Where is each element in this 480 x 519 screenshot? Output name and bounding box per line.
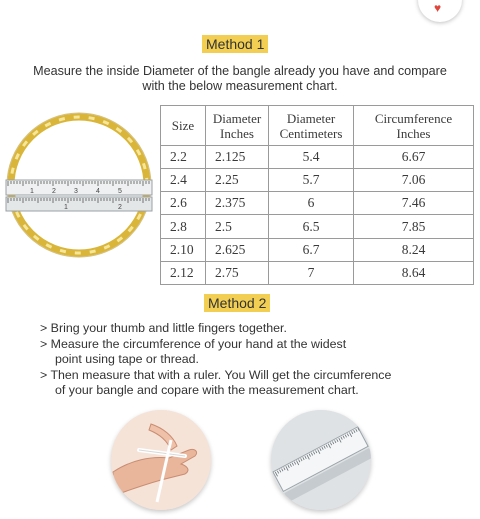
step-line: point using tape or thread. — [55, 352, 199, 366]
chart-row — [161, 192, 474, 215]
cell-circumference-inches: 7.06 — [354, 169, 474, 192]
ruler-icon — [271, 410, 371, 510]
hand-with-tape-icon — [111, 410, 211, 510]
chart-row — [161, 169, 474, 192]
ruler-mark-label: 2 — [52, 188, 56, 195]
chart-row — [161, 146, 474, 169]
intro-text-line-2: with the below measurement chart. — [142, 79, 338, 93]
cell-size: 2.12 — [161, 261, 206, 284]
heart-icon: ♥ — [434, 1, 442, 15]
ruler-upper — [6, 180, 152, 195]
cell-circumference-inches: 6.67 — [354, 146, 474, 169]
cell-diameter-inches: 2.375 — [206, 192, 269, 215]
chart-header-row — [161, 106, 474, 146]
cell-size: 2.6 — [161, 192, 206, 215]
method-2-steps — [40, 321, 391, 399]
step-line: > Bring your thumb and little fingers together. — [40, 321, 287, 335]
wishlist-button[interactable] — [418, 0, 462, 22]
chart-row — [161, 261, 474, 284]
ruler-mark-label: 3 — [74, 188, 78, 195]
step-line: of your bangle and copare with the measurement chart. — [55, 383, 359, 397]
cell-diameter-inches: 2.5 — [206, 215, 269, 238]
header-circumference-line-1: Circumference — [374, 110, 453, 126]
method-2-label: Method 2 — [204, 294, 270, 312]
ruler-mark-label: 1 — [30, 188, 34, 195]
cell-diameter-centimeters: 6.7 — [269, 238, 354, 261]
ruler-photo — [271, 410, 371, 510]
step-line: > Measure the circumference of your hand at the widest — [40, 336, 347, 351]
header-diameter-inches-line-2: Inches — [220, 125, 254, 141]
measurement-chart — [160, 105, 474, 285]
ruler-mark-label: 5 — [118, 188, 122, 195]
cell-diameter-centimeters: 6.5 — [269, 215, 354, 238]
cell-diameter-centimeters: 6 — [269, 192, 354, 215]
cell-circumference-inches: 7.85 — [354, 215, 474, 238]
header-diameter-cm-line-2: Centimeters — [279, 125, 343, 141]
header-size: Size — [161, 106, 206, 146]
intro-text-line-1: Measure the inside Diameter of the bangle already you have and compare — [33, 64, 447, 78]
ruler-mark-label: 4 — [96, 188, 100, 195]
method-1-label: Method 1 — [202, 35, 268, 53]
header-circumference-inches — [354, 106, 474, 146]
cell-diameter-centimeters: 7 — [269, 261, 354, 284]
header-diameter-inches — [206, 106, 269, 146]
cell-diameter-centimeters: 5.4 — [269, 146, 354, 169]
cell-size: 2.8 — [161, 215, 206, 238]
cell-size: 2.10 — [161, 238, 206, 261]
header-diameter-inches-line-1: Diameter — [212, 110, 262, 126]
ruler-lower — [6, 197, 152, 211]
cell-diameter-inches: 2.75 — [206, 261, 269, 284]
header-circumference-line-2: Inches — [396, 125, 431, 141]
cell-circumference-inches: 7.46 — [354, 192, 474, 215]
cell-circumference-inches: 8.64 — [354, 261, 474, 284]
header-diameter-cm-line-1: Diameter — [286, 110, 336, 126]
header-diameter-centimeters — [269, 106, 354, 146]
cell-circumference-inches: 8.24 — [354, 238, 474, 261]
ruler-mark-label: 2 — [118, 204, 122, 211]
cell-size: 2.4 — [161, 169, 206, 192]
bangle-ruler-illustration — [4, 105, 154, 265]
chart-row — [161, 238, 474, 261]
hand-measurement-photo — [111, 410, 211, 510]
chart-row — [161, 215, 474, 238]
cell-diameter-inches: 2.625 — [206, 238, 269, 261]
cell-diameter-inches: 2.125 — [206, 146, 269, 169]
step-line: > Then measure that with a ruler. You Will get the circumference — [40, 367, 392, 382]
cell-diameter-centimeters: 5.7 — [269, 169, 354, 192]
ruler-mark-label: 1 — [64, 204, 68, 211]
cell-diameter-inches: 2.25 — [206, 169, 269, 192]
cell-size: 2.2 — [161, 146, 206, 169]
